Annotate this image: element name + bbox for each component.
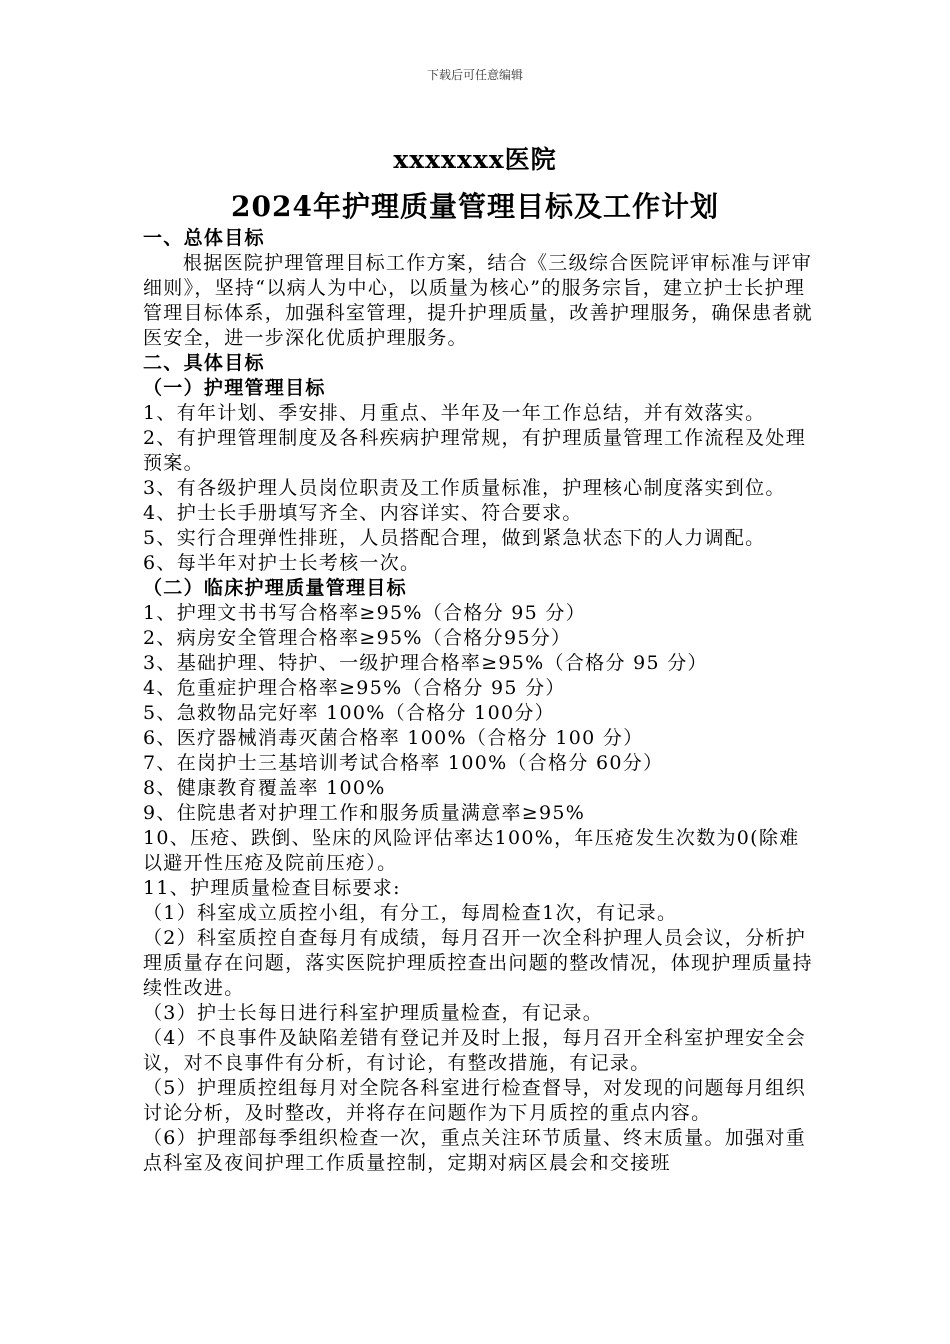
list-item: 6、每半年对护士长考核一次。 xyxy=(143,552,421,574)
section-heading: 二、具体目标 xyxy=(143,352,265,374)
list-item: 5、急救物品完好率 100%（合格分 100分） xyxy=(143,702,555,724)
document-body xyxy=(143,226,813,1176)
document-title-plan: 2024年护理质量管理目标及工作计划 xyxy=(231,190,719,223)
list-item: 3、有各级护理人员岗位职责及工作质量标准，护理核心制度落实到位。 xyxy=(143,477,786,499)
list-item: 11、护理质量检查目标要求: xyxy=(143,877,401,899)
header-note: 下载后可任意编辑 xyxy=(426,68,523,82)
list-item: 10、压疮、跌倒、坠床的风险评估率达100%，年压疮发生次数为0(除难以避开性压疮及院前压疮）。 xyxy=(143,827,800,874)
body-paragraph: 根据医院护理管理目标工作方案，结合《三级综合医院评审标准与评审细则》，坚持“以病人为中心，以质量为核心”的服务宗旨，建立护士长护理管理目标体系，加强科室管理，提升护理质量，改善护理服务，确保患者就医安全，进一步深化优质护理服务。 xyxy=(143,252,813,349)
list-item: 2、病房安全管理合格率≥95%（合格分95分） xyxy=(143,627,572,649)
list-item: 2、有护理管理制度及各科疾病护理常规，有护理质量管理工作流程及处理预案。 xyxy=(143,427,806,474)
list-item: 1、有年计划、季安排、月重点、半年及一年工作总结，并有效落实。 xyxy=(143,402,766,424)
list-item: 9、住院患者对护理工作和服务质量满意率≥95% xyxy=(143,802,586,824)
list-item: 6、医疗器械消毒灭菌合格率 100%（合格分 100 分） xyxy=(143,727,644,749)
section-heading: （二）临床护理质量管理目标 xyxy=(143,577,407,599)
document-title-hospital: xxxxxxx医院 xyxy=(393,145,557,174)
list-item: 3、基础护理、特护、一级护理合格率≥95%（合格分 95 分） xyxy=(143,652,708,674)
list-item: （4）不良事件及缺陷差错有登记并及时上报，每月召开全科室护理安全会议，对不良事件有分析，有讨论，有整改措施，有记录。 xyxy=(143,1027,806,1074)
list-item: （6）护理部每季组织检查一次，重点关注环节质量、终末质量。加强对重点科室及夜间护理工作质量控制，定期对病区晨会和交接班 xyxy=(143,1127,806,1174)
list-item: （3）护士长每日进行科室护理质量检查，有记录。 xyxy=(143,1002,603,1024)
list-item: （2）科室质控自查每月有成绩，每月召开一次全科护理人员会议，分析护理质量存在问题，落实医院护理质控查出问题的整改情况，体现护理质量持续性改进。 xyxy=(143,927,813,999)
list-item: （5）护理质控组每月对全院各科室进行检查督导，对发现的问题每月组织讨论分析，及时整改，并将存在问题作为下月质控的重点内容。 xyxy=(143,1077,806,1124)
list-item: 4、危重症护理合格率≥95%（合格分 95 分） xyxy=(143,677,566,699)
list-item: （1）科室成立质控小组，有分工，每周检查1次，有记录。 xyxy=(143,902,678,924)
section-heading: （一）护理管理目标 xyxy=(143,377,326,399)
list-item: 5、实行合理弹性排班，人员搭配合理，做到紧急状态下的人力调配。 xyxy=(143,527,766,549)
list-item: 1、护理文书书写合格率≥95%（合格分 95 分） xyxy=(143,602,586,624)
list-item: 7、在岗护士三基培训考试合格率 100%（合格分 60分） xyxy=(143,752,664,774)
list-item: 4、护士长手册填写齐全、内容详实、符合要求。 xyxy=(143,502,583,524)
list-item: 8、健康教育覆盖率 100% xyxy=(143,777,386,799)
section-heading: 一、总体目标 xyxy=(143,227,265,249)
